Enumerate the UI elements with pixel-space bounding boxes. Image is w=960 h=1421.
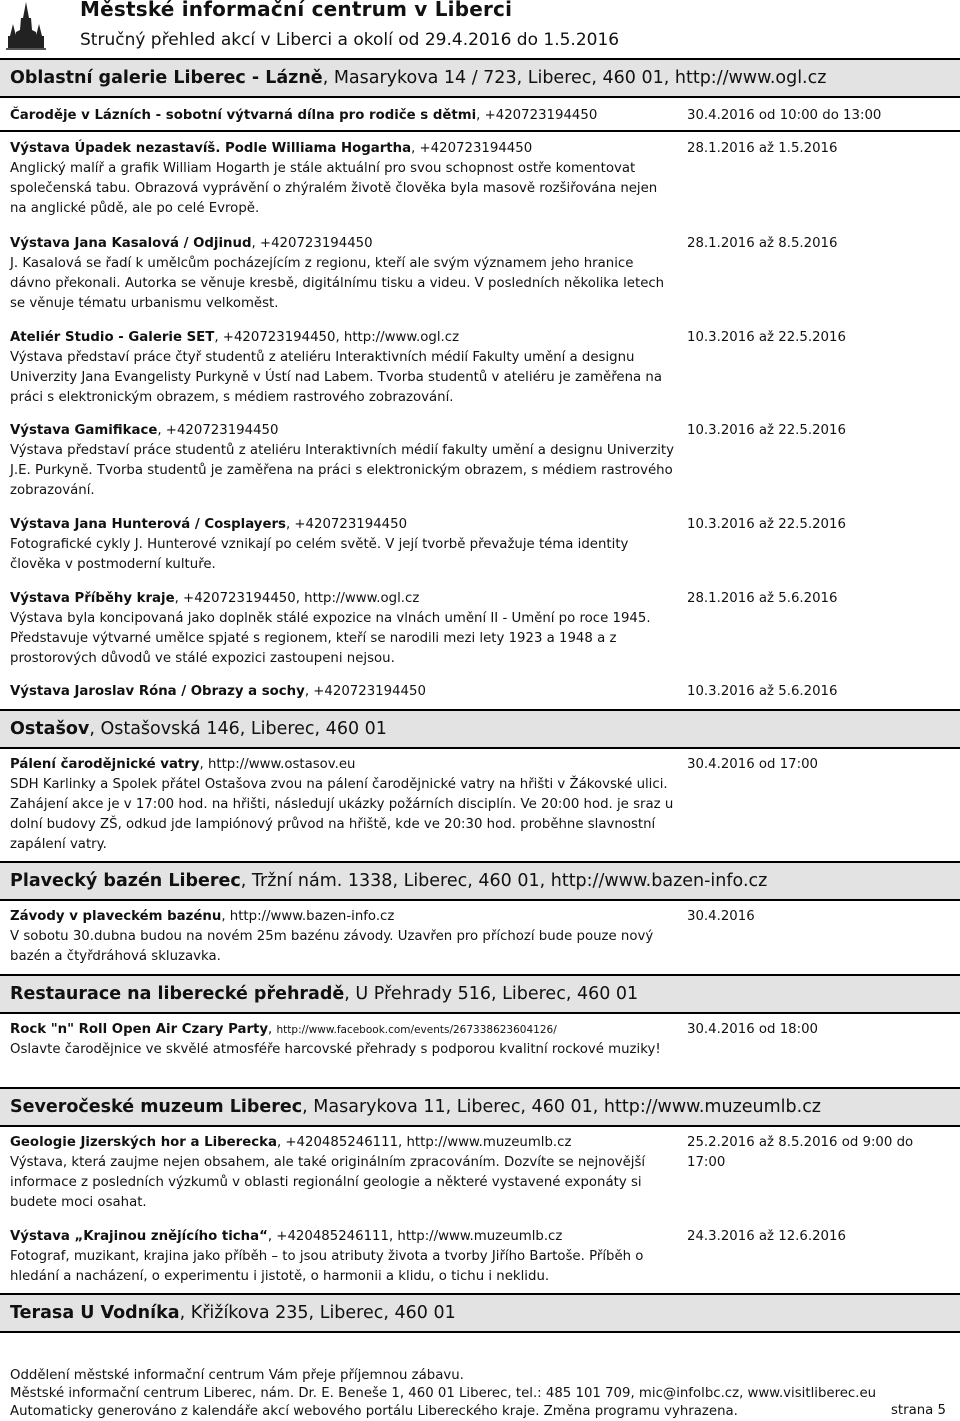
venue-name: Restaurace na liberecké přehradě — [10, 984, 345, 1004]
event-title: Čaroděje v Lázních - sobotní výtvarná dílna pro rodiče s dětmi — [10, 108, 477, 123]
event-item — [10, 755, 675, 855]
event-item — [10, 106, 675, 126]
event-date: 28.1.2016 až 8.5.2016 — [687, 236, 838, 251]
event-contact: , — [268, 1022, 277, 1037]
event-item — [10, 139, 675, 219]
event-description: Výstava byla koncipovaná jako doplněk stálé expozice na vlnách umění II - Umění po roce 1945. Představuje výtvarné umělce spjaté s regionem, kteří se narodili mezi lety 1923 a 1948 a z prostorových důvodů ve stálé expozici zastoupeni nejsou. — [10, 611, 651, 666]
event-contact[interactable]: , http://www.ostasov.eu — [199, 757, 356, 772]
event-contact: , +420723194450 — [251, 236, 373, 251]
event-title: Rock "n" Roll Open Air Czary Party — [10, 1022, 269, 1037]
event-description: V sobotu 30.dubna budou na novém 25m bazénu závody. Uzavřen pro příchozí bude pouze nový bazén a čtyřdráhová skluzavka. — [10, 929, 654, 964]
liberec-town-hall-logo — [4, 0, 48, 52]
event-date: 28.1.2016 až 1.5.2016 — [687, 141, 838, 156]
event-description: SDH Karlinky a Spolek přátel Ostašova zvou na pálení čarodějnické vatry na hřišti v Žákovské ulici. Zahájení akce je v 17:00 hod. na hřišti, následují ukázky požárních disciplín. Ve 20:00 hod. je sraz u dolní budovy ZŠ, odkud jde lampiónový průvod na hřiště, kde ve 20:30 hod. proběhne slavnostní zapálení vatry. — [10, 777, 674, 852]
event-item — [10, 907, 675, 967]
event-date: 10.3.2016 až 22.5.2016 — [687, 517, 846, 532]
divider — [0, 130, 960, 132]
event-item — [10, 515, 675, 575]
event-description: Výstava, která zaujme nejen obsahem, ale také originálním zpracováním. Dozvíte se nejnovější informace z posledních výzkumů v oblasti regionální geologie a některé vystavené exponáty si budete moci osahat. — [10, 1155, 646, 1210]
event-title: Závody v plaveckém bazénu — [10, 909, 222, 924]
venue-address: , U Přehrady 516, Liberec, 460 01 — [344, 984, 639, 1004]
event-item — [10, 682, 675, 702]
event-contact[interactable]: , +420485246111, http://www.muzeumlb.cz — [267, 1229, 563, 1244]
event-title: Výstava Jaroslav Róna / Obrazy a sochy — [10, 684, 305, 699]
event-date: 28.1.2016 až 5.6.2016 — [687, 591, 838, 606]
event-title: Výstava Jana Kasalová / Odjinud — [10, 236, 252, 251]
event-contact: , +420723194450 — [157, 423, 279, 438]
venue-name: Severočeské muzeum Liberec — [10, 1097, 303, 1117]
event-description: Oslavte čarodějnice ve skvělé atmosféře harcovské přehrady s podporou kvalitní rockové muziky! — [10, 1042, 661, 1057]
event-item — [10, 589, 675, 669]
event-description: Anglický malíř a grafik William Hogarth je stále aktuální pro svou schopnost ostře komentovat společenská tabu. Obrazová vyprávění o zhýralém životě člověka byla masově rozšiřována nejen na anglické půdě, ale po celé Evropě. — [10, 161, 658, 216]
event-date: 24.3.2016 až 12.6.2016 — [687, 1229, 846, 1244]
event-title: Výstava Jana Hunterová / Cosplayers — [10, 517, 286, 532]
event-title: Výstava Příběhy kraje — [10, 591, 175, 606]
page-subtitle: Stručný přehled akcí v Liberci a okolí od 29.4.2016 do 1.5.2016 — [80, 30, 620, 50]
event-description: Fotografické cykly J. Hunterové vznikají po celém světě. V její tvorbě převažuje téma identity člověka v postmoderní kultuře. — [10, 537, 629, 572]
page-number: strana 5 — [890, 1403, 946, 1418]
event-date: 30.4.2016 od 10:00 do 13:00 — [687, 108, 882, 123]
venue-header — [0, 974, 960, 1014]
event-title: Výstava Úpadek nezastavíš. Podle Williama Hogartha — [10, 141, 412, 156]
event-item — [10, 1133, 675, 1213]
event-item — [10, 421, 675, 501]
event-date: 30.4.2016 — [687, 909, 755, 924]
event-date: 10.3.2016 až 22.5.2016 — [687, 330, 846, 345]
venue-address: , Masarykova 11, Liberec, 460 01, http://www.muzeumlb.cz — [302, 1097, 821, 1117]
venue-header — [0, 58, 960, 98]
event-date: 10.3.2016 až 22.5.2016 — [687, 423, 846, 438]
venue-header — [0, 1087, 960, 1127]
venue-address: , Ostašovská 146, Liberec, 460 01 — [89, 719, 387, 739]
venue-address: , Masarykova 14 / 723, Liberec, 460 01, http://www.ogl.cz — [322, 68, 827, 88]
venue-header — [0, 1293, 960, 1333]
page-title: Městské informační centrum v Liberci — [80, 0, 513, 21]
event-date: 30.4.2016 od 17:00 — [687, 757, 819, 772]
venue-header — [0, 709, 960, 749]
event-description: Fotograf, muzikant, krajina jako příběh – to jsou atributy života a tvorby Jiřího Bartoše. Příběh o hledání a nacházení, o experimentu i jistotě, o harmonii a klidu, o tichu i neklidu. — [10, 1249, 644, 1284]
event-contact: , +420723194450 — [304, 684, 426, 699]
event-item — [10, 328, 675, 408]
venue-name: Terasa U Vodníka — [10, 1303, 180, 1323]
event-contact[interactable]: , http://www.bazen-info.cz — [221, 909, 395, 924]
footer-note: Oddělení městské informační centrum Vám přeje příjemnou zábavu. — [10, 1368, 464, 1383]
venue-name: Oblastní galerie Liberec - Lázně — [10, 68, 323, 88]
event-contact: , +420723194450 — [476, 108, 598, 123]
event-date: 25.2.2016 až 8.5.2016 od 9:00 do 17:00 — [687, 1135, 914, 1170]
venue-name: Ostašov — [10, 719, 90, 739]
event-contact: , +420723194450 — [411, 141, 533, 156]
event-item — [10, 234, 675, 314]
venue-header — [0, 861, 960, 901]
event-description: Výstava představí práce studentů z ateliéru Interaktivních médií fakulty umění a designu Univerzity J.E. Purkyně. Tvorba studentů je zaměřena na práci s elektronickým obrazem, s médiem rastrového zobrazování. — [10, 443, 674, 498]
footer-disclaimer: Automaticky generováno z kalendáře akcí webového portálu Libereckého kraje. Změna programu vyhrazena. — [10, 1404, 738, 1419]
event-date: 30.4.2016 od 18:00 — [687, 1022, 819, 1037]
event-contact[interactable]: , +420723194450, http://www.ogl.cz — [174, 591, 420, 606]
event-title: Výstava „Krajinou znějícího ticha“ — [10, 1229, 268, 1244]
event-item — [10, 1227, 675, 1287]
event-description: J. Kasalová se řadí k umělcům pocházejícím z regionu, kteří ale svým významem jeho hranice dávno překonali. Autorka se věnuje kresbě, digitálnímu tisku a videu. V posledních několika letech se věnuje tématu urbanismu velkoměst. — [10, 256, 665, 311]
footer-contact: Městské informační centrum Liberec, nám. Dr. E. Beneše 1, 460 01 Liberec, tel.: 485 101 709, mic@infolbc.cz, www.visitliberec.eu — [10, 1386, 877, 1401]
event-link[interactable]: http://www.facebook.com/events/267338623604126/ — [276, 1024, 557, 1036]
event-title: Ateliér Studio - Galerie SET — [10, 330, 215, 345]
event-title: Pálení čarodějnické vatry — [10, 757, 200, 772]
event-item — [10, 1020, 675, 1060]
event-contact: , +420723194450 — [285, 517, 408, 532]
event-title: Výstava Gamifikace — [10, 423, 158, 438]
venue-address: , Tržní nám. 1338, Liberec, 460 01, http://www.bazen-info.cz — [240, 871, 768, 891]
event-description: Výstava představí práce čtyř studentů z ateliéru Interaktivních médií Fakulty umění a designu Univerzity Jana Evangelisty Purkyně v Ústí nad Labem. Tvorba studentů v ateliéru je zaměřena na práci s elektronickým obrazem, s médiem rastrového zobrazování. — [10, 350, 662, 405]
venue-name: Plavecký bazén Liberec — [10, 871, 241, 891]
event-date: 10.3.2016 až 5.6.2016 — [687, 684, 838, 699]
event-title: Geologie Jizerských hor a Liberecka — [10, 1135, 277, 1150]
event-contact[interactable]: , +420485246111, http://www.muzeumlb.cz — [276, 1135, 572, 1150]
event-contact[interactable]: , +420723194450, http://www.ogl.cz — [214, 330, 460, 345]
venue-address: , Křižíkova 235, Liberec, 460 01 — [179, 1303, 456, 1323]
